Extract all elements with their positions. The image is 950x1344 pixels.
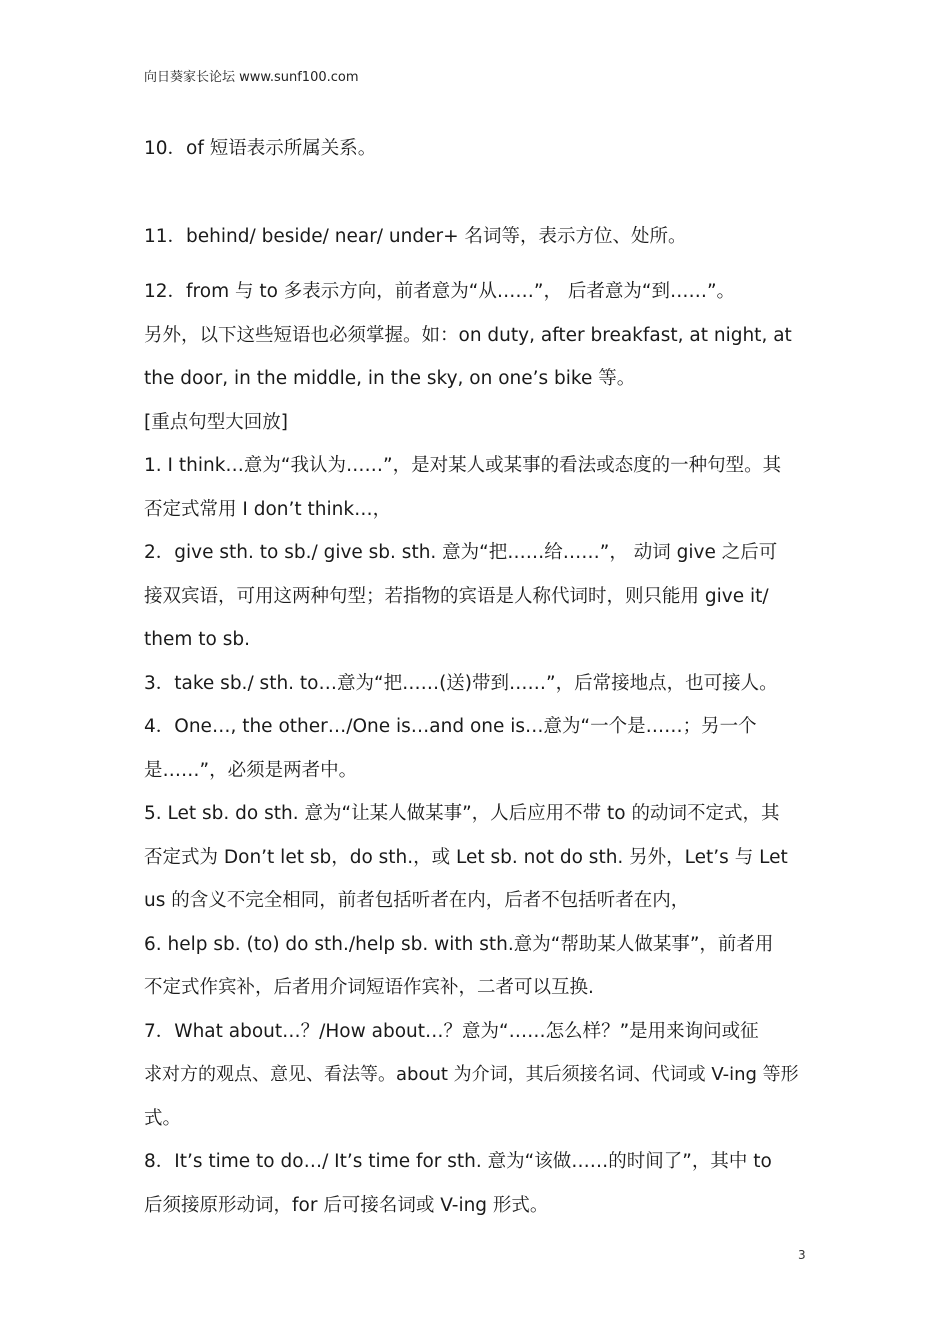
text-line: 5. Let sb. do sth. 意为“让某人做某事”，人后应用不带 to 的动词不定式，其 bbox=[144, 803, 780, 824]
text-line: 11．behind/ beside/ near/ under+ 名词等，表示方位、处所。 bbox=[144, 226, 687, 247]
text-line: them to sb. bbox=[144, 629, 250, 650]
text-line: 10．of 短语表示所属关系。 bbox=[144, 138, 377, 159]
text-line: 8．It’s time to do…/ It’s time for sth. 意为“该做……的时间了”，其中 to bbox=[144, 1151, 772, 1172]
text-line: us 的含义不完全相同，前者包括听者在内，后者不包括听者在内， bbox=[144, 890, 690, 911]
page-number: 3 bbox=[798, 1248, 806, 1262]
text-line: 7．What about…？/How about…？意为“……怎么样？”是用来询问或征 bbox=[144, 1021, 759, 1042]
text-line: 不定式作宾补，后者用介词短语作宾补，二者可以互换. bbox=[144, 977, 594, 998]
text-line: 式。 bbox=[144, 1108, 182, 1129]
text-line: the door, in the middle, in the sky, on one’s bike 等。 bbox=[144, 368, 636, 389]
text-line: 求对方的观点、意见、看法等。about 为介词，其后须接名词、代词或 V-ing 等形 bbox=[144, 1064, 799, 1085]
page-header: 向日葵家长论坛 www.sunf100.com bbox=[144, 70, 359, 85]
text-line: 另外，以下这些短语也必须掌握。如：on duty, after breakfast, at night, at bbox=[144, 325, 792, 346]
text-line: 是……”，必须是两者中。 bbox=[144, 760, 358, 781]
text-line: 否定式为 Don’t let sb，do sth.，或 Let sb. not do sth. 另外，Let’s 与 Let bbox=[144, 847, 788, 868]
text-line: 接双宾语，可用这两种句型；若指物的宾语是人称代词时，则只能用 give it/ bbox=[144, 586, 769, 607]
text-line: 2．give sth. to sb./ give sb. sth. 意为“把……给……”， 动词 give 之后可 bbox=[144, 542, 778, 563]
text-line: 后须接原形动词，for 后可接名词或 V-ing 形式。 bbox=[144, 1195, 549, 1216]
section-heading: [重点句型大回放] bbox=[144, 412, 288, 433]
text-line: 12．from 与 to 多表示方向，前者意为“从……”， 后者意为“到……”。 bbox=[144, 281, 736, 302]
text-line: 1. I think…意为“我认为……”，是对某人或某事的看法或态度的一种句型。其 bbox=[144, 455, 782, 476]
text-line: 3．take sb./ sth. to…意为“把……(送)带到……”，后常接地点，也可接人。 bbox=[144, 673, 778, 694]
text-line: 6. help sb. (to) do sth./help sb. with sth.意为“帮助某人做某事”，前者用 bbox=[144, 934, 774, 955]
text-line: 否定式常用 I don’t think…， bbox=[144, 499, 392, 520]
text-line: 4．One…, the other…/One is…and one is…意为“一个是……；另一个 bbox=[144, 716, 757, 737]
